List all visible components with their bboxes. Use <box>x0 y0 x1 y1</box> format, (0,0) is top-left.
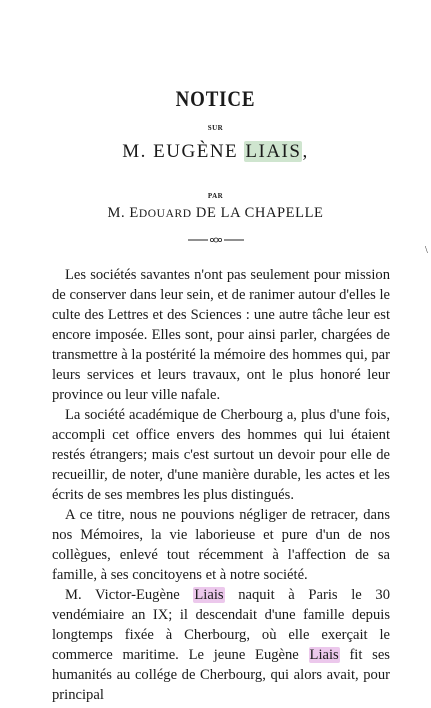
ornament-divider-icon <box>188 236 244 244</box>
author-line <box>0 205 431 222</box>
par-label: PAR <box>207 192 224 200</box>
subject-suffix: , <box>302 141 309 162</box>
paragraph-4-part-c: fit ses humanités au collége de Cherbourg, qui alors avait, pour principal <box>52 647 390 703</box>
subject-prefix: M. EUGÈNE <box>122 141 245 162</box>
notice-body <box>52 265 390 705</box>
paragraph-1: Les sociétés savantes n'ont pas seulement pour mission de conserver dans leur sein, et de ranimer autour d'elles le culte des Lettres et des Sciences : une autre tâche leur est encore imposée. Elles sont, pour ainsi parler, chargées de transmettre à la postérité la mémoire des hommes qui, par leurs services et leurs travaux, ont le plus honoré leur province ou leur ville nafale. <box>52 267 390 403</box>
paragraph-4-part-a: M. Victor-Eugène <box>65 587 194 603</box>
subject-name-highlight[interactable]: LIAIS <box>245 141 302 162</box>
name-highlight-liais-1[interactable]: Liais <box>194 587 224 603</box>
stray-mark: \ <box>425 245 428 256</box>
author-first-name: DOUARD <box>138 208 192 220</box>
paragraph-4 <box>52 585 390 705</box>
author-surname: DE LA CHAPELLE <box>191 205 324 221</box>
subject-heading <box>0 141 431 163</box>
paragraph-3: A ce titre, nous ne pouvions négliger de retracer, dans nos Mémoires, la vie laborieuse et pure d'un de nos collègues, enlevé tout récemment à l'affection de sa famille, à ses concitoyens et à notre société. <box>52 507 390 583</box>
notice-title: NOTICE <box>175 86 256 111</box>
paragraph-4-part-b: naquit à Paris le 30 vendémiaire an IX; il descendait d'une famille depuis longtemps fixée à Cherbourg, où elle exerçait le commerce maritime. Le jeune Eugène <box>52 587 390 663</box>
name-highlight-liais-2[interactable]: Liais <box>309 647 339 663</box>
paragraph-2: La société académique de Cherbourg a, plus d'une fois, accompli cet office envers des hommes qui lui étaient restés étrangers; mais c'est surtout un devoir pour elle de recueillir, de noter, d'une manière durable, les actes et les écrits de ses membres les plus distingués. <box>52 407 390 503</box>
sur-label: SUR <box>207 124 224 132</box>
author-m: M. E <box>107 205 139 221</box>
